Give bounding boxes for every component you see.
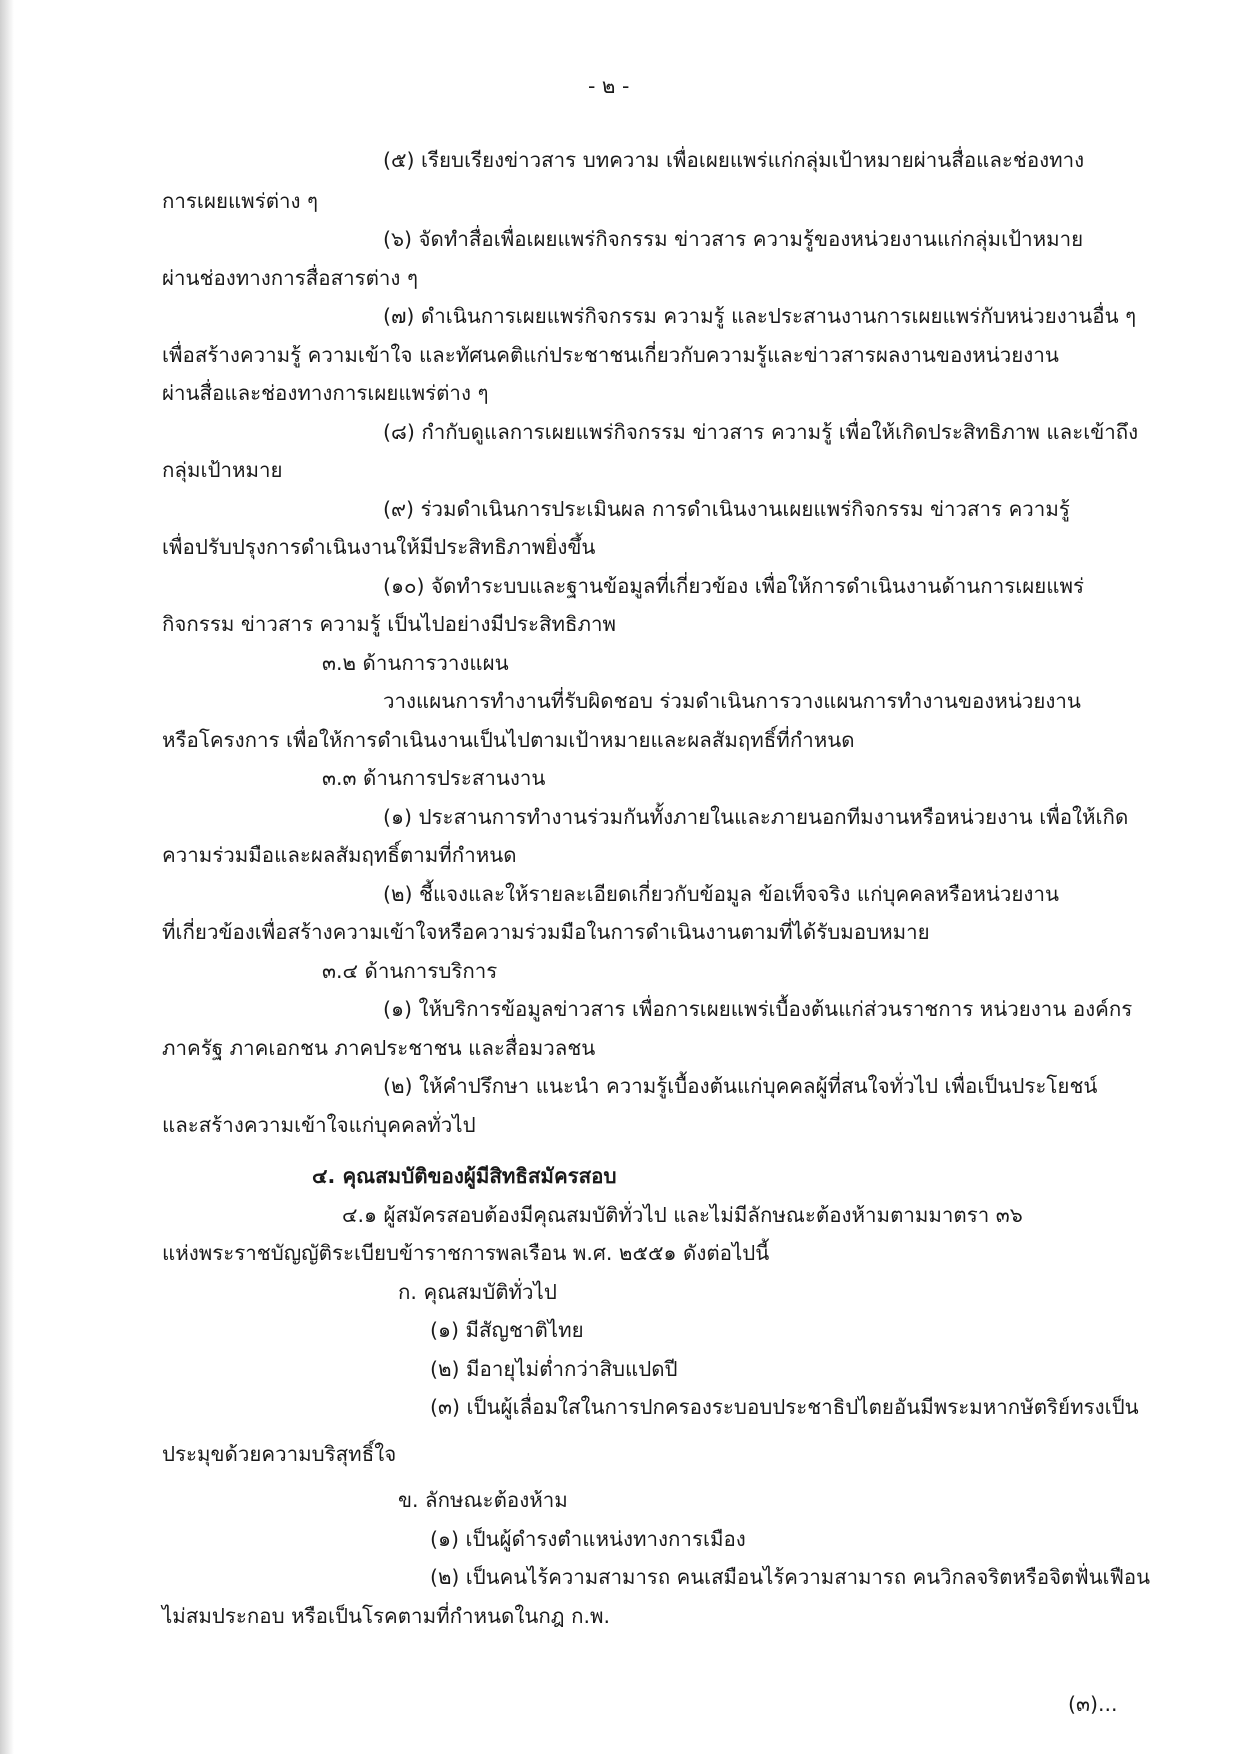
text-line: (๒) เป็นคนไร้ความสามารถ คนเสมือนไร้ความสามารถ คนวิกลจริตหรือจิตฟั่นเฟือน (430, 1565, 1151, 1589)
text-line: (๑๐) จัดทำระบบและฐานข้อมูลที่เกี่ยวข้อง เพื่อให้การดำเนินงานด้านการเผยแพร่ (383, 574, 1084, 598)
text-line: กลุ่มเป้าหมาย (162, 458, 283, 482)
text-line: (๗) ดำเนินการเผยแพร่กิจกรรม ความรู้ และประสานงานการเผยแพร่กับหน่วยงานอื่น ๆ (383, 304, 1137, 328)
text-line: (๒) มีอายุไม่ต่ำกว่าสิบแปดปี (430, 1357, 678, 1381)
text-line: เพื่อปรับปรุงการดำเนินงานให้มีประสิทธิภาพยิ่งขึ้น (162, 535, 596, 559)
section-heading: ๓.๔ ด้านการบริการ (322, 959, 498, 983)
text-line: แห่งพระราชบัญญัติระเบียบข้าราชการพลเรือน พ.ศ. ๒๕๕๑ ดังต่อไปนี้ (162, 1241, 770, 1265)
text-line: (๑) มีสัญชาติไทย (430, 1318, 584, 1342)
text-line: การเผยแพร่ต่าง ๆ (162, 189, 319, 213)
section-heading: ๓.๒ ด้านการวางแผน (322, 651, 509, 675)
text-line: ประมุขด้วยความบริสุทธิ์ใจ (162, 1442, 397, 1466)
text-line: ภาครัฐ ภาคเอกชน ภาคประชาชน และสื่อมวลชน (162, 1036, 596, 1060)
text-line: กิจกรรม ข่าวสาร ความรู้ เป็นไปอย่างมีประสิทธิภาพ (162, 612, 617, 636)
text-line: (๒) ชี้แจงและให้รายละเอียดเกี่ยวกับข้อมูล ข้อเท็จจริง แก่บุคคลหรือหน่วยงาน (383, 882, 1059, 906)
text-line: (๙) ร่วมดำเนินการประเมินผล การดำเนินงานเผยแพร่กิจกรรม ข่าวสาร ความรู้ (383, 497, 1070, 521)
text-line: (๓) เป็นผู้เลื่อมใสในการปกครองระบอบประชาธิปไตยอันมีพระมหากษัตริย์ทรงเป็น (430, 1395, 1139, 1419)
text-line: เพื่อสร้างความรู้ ความเข้าใจ และทัศนคติแก่ประชาชนเกี่ยวกับความรู้และข่าวสารผลงานของหน่วยงาน (162, 343, 1059, 367)
text-line: หรือโครงการ เพื่อให้การดำเนินงานเป็นไปตามเป้าหมายและผลสัมฤทธิ์ที่กำหนด (162, 728, 855, 752)
section-heading: ๓.๓ ด้านการประสานงาน (322, 766, 546, 790)
text-line: (๘) กำกับดูแลการเผยแพร่กิจกรรม ข่าวสาร ความรู้ เพื่อให้เกิดประสิทธิภาพ และเข้าถึง (383, 420, 1139, 444)
text-line: (๒) ให้คำปรึกษา แนะนำ ความรู้เบื้องต้นแก่บุคคลผู้ที่สนใจทั่วไป เพื่อเป็นประโยชน์ (383, 1074, 1098, 1098)
page-number: - ๒ - (588, 74, 630, 98)
main-section-heading: ๔. คุณสมบัติของผู้มีสิทธิสมัครสอบ (312, 1164, 617, 1188)
text-line: วางแผนการทำงานที่รับผิดชอบ ร่วมดำเนินการวางแผนการทำงานของหน่วยงาน (383, 689, 1081, 713)
text-line: และสร้างความเข้าใจแก่บุคคลทั่วไป (162, 1113, 476, 1137)
text-line: (๑) เป็นผู้ดำรงตำแหน่งทางการเมือง (430, 1527, 746, 1551)
text-line: (๑) ประสานการทำงานร่วมกันทั้งภายในและภายนอกทีมงานหรือหน่วยงาน เพื่อให้เกิด (383, 805, 1129, 829)
continuation-marker: (๓)... (1068, 1692, 1118, 1716)
text-line: ที่เกี่ยวข้องเพื่อสร้างความเข้าใจหรือความร่วมมือในการดำเนินงานตามที่ได้รับมอบหมาย (162, 920, 930, 944)
text-line: (๖) จัดทำสื่อเพื่อเผยแพร่กิจกรรม ข่าวสาร ความรู้ของหน่วยงานแก่กลุ่มเป้าหมาย (383, 227, 1084, 251)
text-line: ไม่สมประกอบ หรือเป็นโรคตามที่กำหนดในกฎ ก.พ. (162, 1604, 611, 1628)
text-line: (๑) ให้บริการข้อมูลข่าวสาร เพื่อการเผยแพร่เบื้องต้นแก่ส่วนราชการ หน่วยงาน องค์กร (383, 997, 1133, 1021)
text-line: ความร่วมมือและผลสัมฤทธิ์ตามที่กำหนด (162, 843, 517, 867)
text-line: (๕) เรียบเรียงข่าวสาร บทความ เพื่อเผยแพร่แก่กลุ่มเป้าหมายผ่านสื่อและช่องทาง (383, 148, 1085, 172)
scan-edge-shadow (0, 0, 14, 1754)
text-line: ผ่านช่องทางการสื่อสารต่าง ๆ (162, 266, 418, 290)
text-line: ๔.๑ ผู้สมัครสอบต้องมีคุณสมบัติทั่วไป และไม่มีลักษณะต้องห้ามตามมาตรา ๓๖ (342, 1203, 1023, 1227)
subsection-heading: ข. ลักษณะต้องห้าม (398, 1488, 568, 1512)
text-line: ผ่านสื่อและช่องทางการเผยแพร่ต่าง ๆ (162, 381, 489, 405)
subsection-heading: ก. คุณสมบัติทั่วไป (398, 1280, 557, 1304)
